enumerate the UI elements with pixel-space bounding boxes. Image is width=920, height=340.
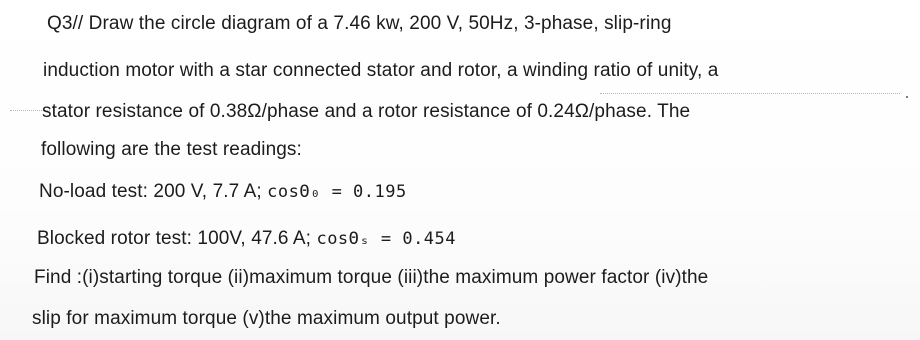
find-line-1: Find :(i)starting torque (ii)maximum torque (iii)the maximum power factor (iv)the — [34, 267, 709, 288]
no-load-test-line — [39, 180, 407, 204]
question-line-3: stator resistance of 0.38Ω/phase and a rotor resistance of 0.24Ω/phase. The — [42, 101, 691, 122]
no-load-test-label: No-load test: 200 V, 7.7 A; — [39, 181, 262, 202]
ink-speck — [906, 96, 908, 98]
blocked-rotor-test-line — [37, 227, 456, 251]
question-line-1: Q3// Draw the circle diagram of a 7.46 kw, 200 V, 50Hz, 3-phase, slip-ring — [47, 13, 672, 34]
blocked-rotor-test-label: Blocked rotor test: 100V, 47.6 A; — [37, 228, 312, 249]
faint-dotted-mark — [600, 93, 900, 94]
question-line-2: induction motor with a star connected stator and rotor, a winding ratio of unity, a — [43, 60, 719, 81]
find-line-2: slip for maximum torque (v)the maximum output power. — [32, 308, 501, 329]
blocked-rotor-power-factor: cosΘₛ = 0.454 — [316, 229, 457, 249]
question-line-4: following are the test readings: — [41, 139, 302, 160]
no-load-power-factor: cosΘ₀ = 0.195 — [267, 182, 407, 202]
